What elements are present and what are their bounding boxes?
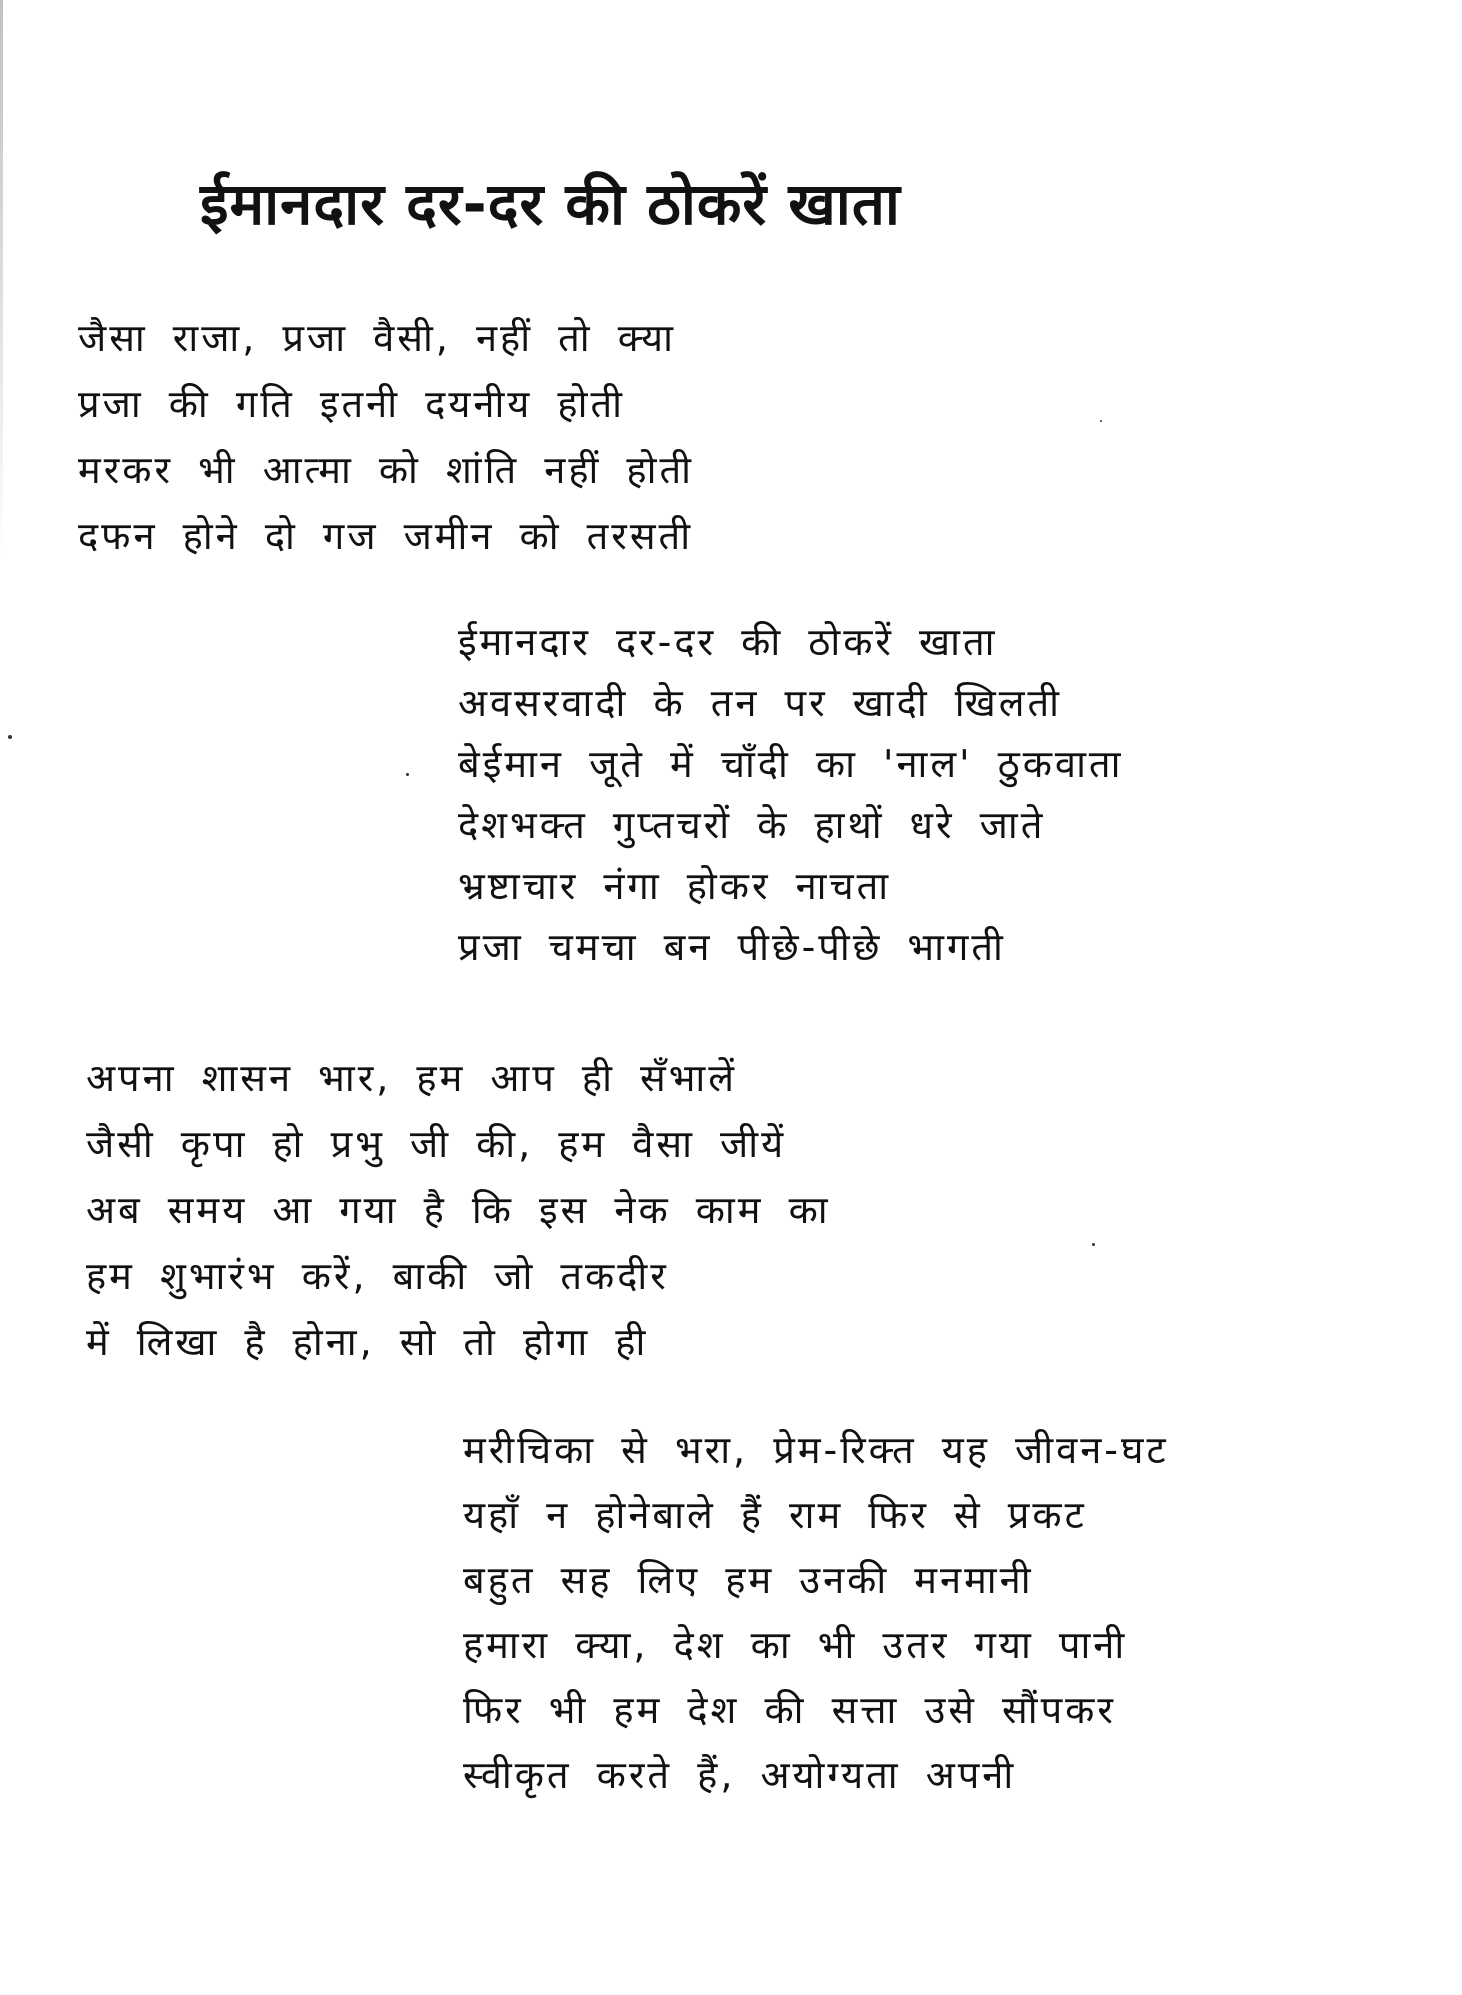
poem-line: देशभक्त गुप्तचरों के हाथों धरे जाते <box>458 803 1046 847</box>
poem-line: में लिखा है होना, सो तो होगा ही <box>86 1320 649 1364</box>
poem-line: दफन होने दो गज जमीन को तरसती <box>78 514 694 558</box>
poem-line: फिर भी हम देश की सत्ता उसे सौंपकर <box>463 1688 1116 1732</box>
scan-edge-shadow <box>0 0 3 560</box>
scan-speck <box>1100 420 1102 422</box>
stanza-2 <box>458 612 1123 978</box>
poem-line: बहुत सह लिए हम उनकी मनमानी <box>463 1558 1034 1602</box>
poem-title: ईमानदार दर-दर की ठोकरें खाता <box>200 170 901 238</box>
scan-speck <box>8 735 12 739</box>
poem-line: भ्रष्टाचार नंगा होकर नाचता <box>458 864 892 908</box>
poem-line: मरकर भी आत्मा को शांति नहीं होती <box>78 448 694 492</box>
poem-line: अपना शासन भार, हम आप ही सँभालें <box>86 1056 738 1100</box>
poem-line: जैसा राजा, प्रजा वैसी, नहीं तो क्या <box>78 316 676 360</box>
stanza-3 <box>86 1045 831 1375</box>
poem-line: स्वीकृत करते हैं, अयोग्यता अपनी <box>463 1753 1017 1797</box>
poem-line: अवसरवादी के तन पर खादी खिलती <box>458 681 1062 725</box>
poem-line: प्रजा की गति इतनी दयनीय होती <box>78 382 625 426</box>
scan-speck <box>1092 1243 1095 1246</box>
poem-line: यहाँ न होनेबाले हैं राम फिर से प्रकट <box>463 1493 1087 1537</box>
poem-line: ईमानदार दर-दर की ठोकरें खाता <box>458 620 998 664</box>
poem-line: अब समय आ गया है कि इस नेक काम का <box>86 1188 831 1232</box>
poem-line: प्रजा चमचा बन पीछे-पीछे भागती <box>458 925 1006 969</box>
poem-line: जैसी कृपा हो प्रभु जी की, हम वैसा जीयें <box>86 1122 787 1166</box>
poem-line: हमारा क्या, देश का भी उतर गया पानी <box>463 1623 1128 1667</box>
stanza-4 <box>463 1418 1169 1808</box>
stanza-1 <box>78 305 694 569</box>
poem-line: बेईमान जूते में चाँदी का 'नाल' ठुकवाता <box>458 742 1124 786</box>
poem-line: मरीचिका से भरा, प्रेम-रिक्त यह जीवन-घट <box>463 1428 1169 1472</box>
poem-line: हम शुभारंभ करें, बाकी जो तकदीर <box>86 1254 669 1298</box>
scan-speck <box>406 773 409 776</box>
